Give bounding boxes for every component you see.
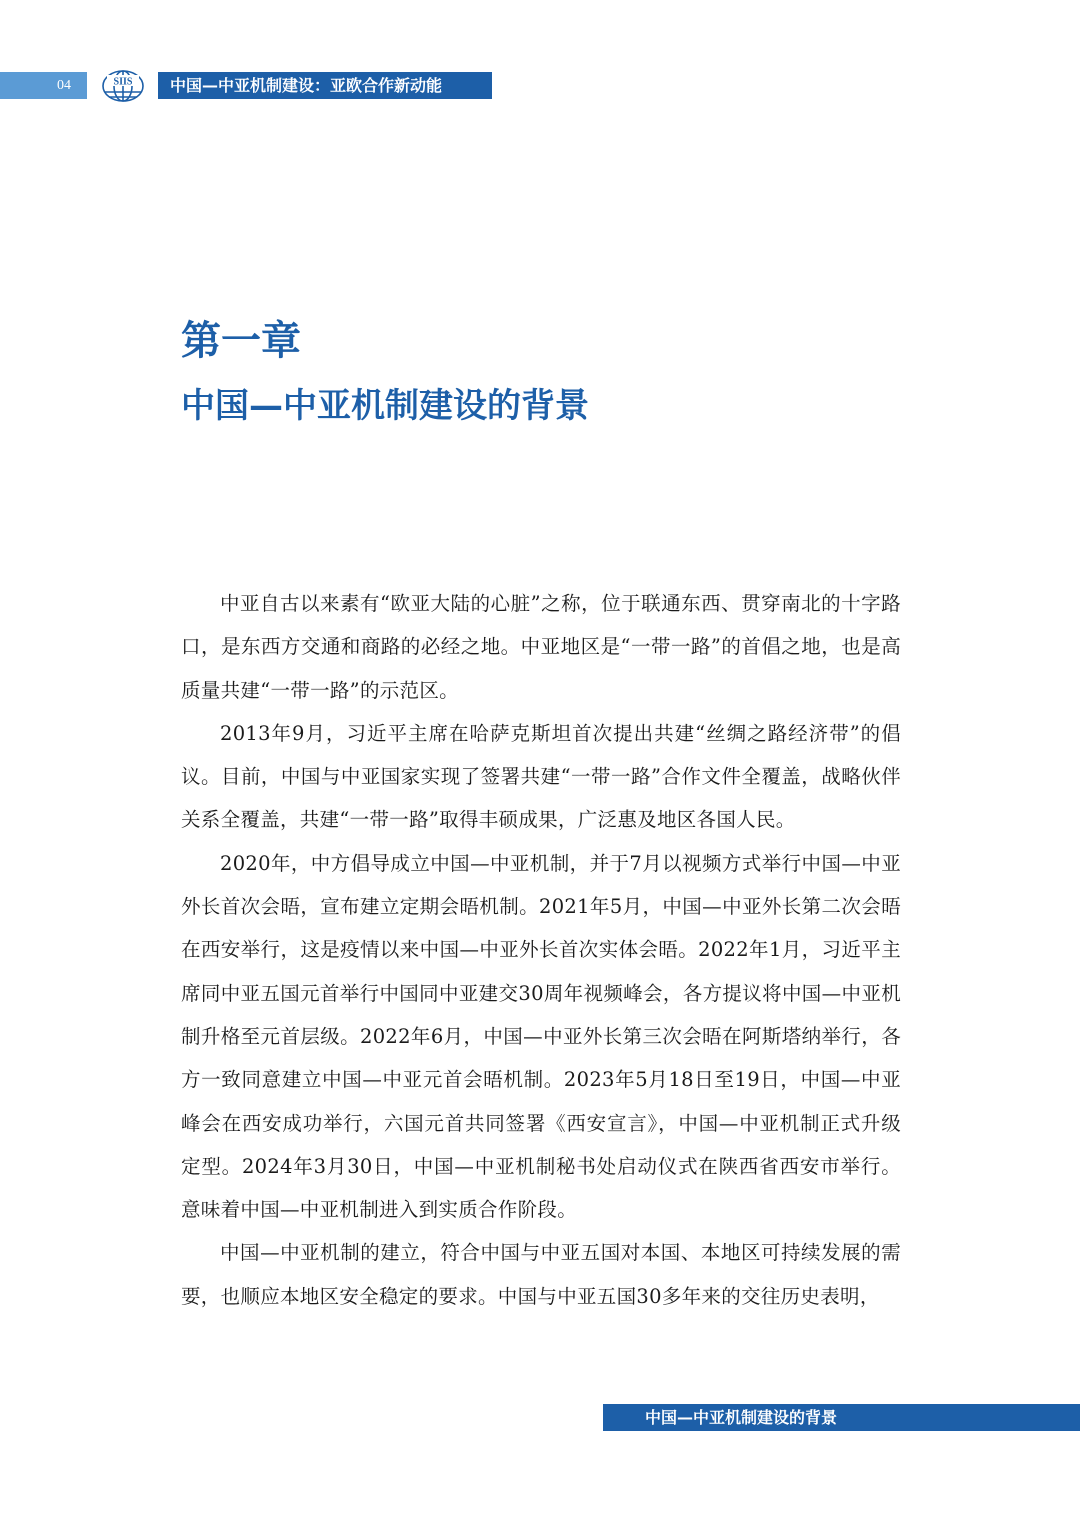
siis-globe-logo (100, 68, 146, 104)
chapter-label: 第一章 (181, 318, 301, 364)
page-number: 04 (0, 72, 87, 99)
logo-text: SIIS (113, 76, 133, 88)
paragraph: 中国—中亚机制的建立，符合中国与中亚五国对本国、本地区可持续发展的需要，也顺应本地区安全稳定的要求。中国与中亚五国30多年来的交往历史表明， (181, 1241, 901, 1308)
body-text (181, 582, 901, 1318)
chapter-title: 中国—中亚机制建设的背景 (181, 386, 589, 426)
header-title: 中国—中亚机制建设：亚欧合作新动能 (158, 72, 492, 99)
paragraph: 2020年，中方倡导成立中国—中亚机制，并于7月以视频方式举行中国—中亚外长首次会晤，宣布建立定期会晤机制。2021年5月，中国—中亚外长第二次会晤在西安举行，这是疫情以来中国—中亚外长首次实体会晤。2022年1月，习近平主席同中亚五国元首举行中国同中亚建交30周年视频峰会，各方提议将中国—中亚机制升格至元首层级。2022年6月，中国—中亚外长第三次会晤在阿斯塔纳举行，各方一致同意建立中国—中亚元首会晤机制。2023年5月18日至19日，中国—中亚峰会在西安成功举行，六国元首共同签署《西安宣言》，中国—中亚机制正式升级定型。2024年3月30日，中国—中亚机制秘书处启动仪式在陕西省西安市举行。意味着中国—中亚机制进入到实质合作阶段。 (181, 851, 901, 1222)
paragraph: 2013年9月，习近平主席在哈萨克斯坦首次提出共建“丝绸之路经济带”的倡议。目前，中国与中亚国家实现了签署共建“一带一路”合作文件全覆盖，战略伙伴关系全覆盖，共建“一带一路”取得丰硕成果，广泛惠及地区各国人民。 (181, 721, 901, 832)
footer-section-title: 中国—中亚机制建设的背景 (603, 1404, 1080, 1431)
paragraph: 中亚自古以来素有“欧亚大陆的心脏”之称，位于联通东西、贯穿南北的十字路口，是东西方交通和商路的必经之地。中亚地区是“一带一路”的首倡之地，也是高质量共建“一带一路”的示范区。 (181, 592, 901, 702)
